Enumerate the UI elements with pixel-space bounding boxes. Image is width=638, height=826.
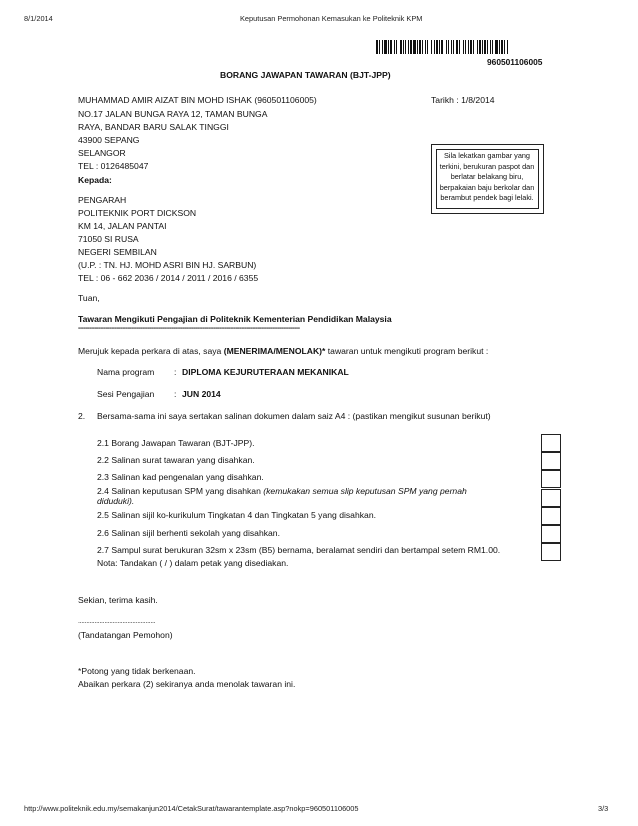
document-item: 2.5 Salinan sijil ko-kurikulum Tingkatan 4 dan Tingkatan 5 yang disahkan. bbox=[97, 510, 376, 520]
document-item: 2.1 Borang Jawapan Tawaran (BJT-JPP). bbox=[97, 438, 255, 448]
document-checkbox-2-7[interactable] bbox=[541, 543, 561, 561]
program-value: DIPLOMA KEJURUTERAAN MEKANIKAL bbox=[182, 367, 349, 377]
document-item-note-cont: diduduki). bbox=[97, 496, 135, 506]
document-item: 2.2 Salinan surat tawaran yang disahkan. bbox=[97, 455, 255, 465]
document-item bbox=[97, 486, 467, 496]
closing: Sekian, terima kasih. bbox=[78, 595, 158, 605]
recipient-line: NEGERI SEMBILAN bbox=[78, 247, 157, 257]
session-label: Sesi Pengajian bbox=[97, 389, 155, 399]
recipient-line: PENGARAH bbox=[78, 195, 127, 205]
document-checkbox-2-3[interactable] bbox=[541, 470, 561, 488]
barcode-image bbox=[376, 40, 551, 54]
footnote: Abaikan perkara (2) sekiranya anda menolak tawaran ini. bbox=[78, 679, 296, 689]
document-checkbox-2-5[interactable] bbox=[541, 507, 561, 525]
form-title: BORANG JAWAPAN TAWARAN (BJT-JPP) bbox=[220, 70, 391, 80]
kepada-label: Kepada: bbox=[78, 175, 112, 185]
print-url: http://www.politeknik.edu.my/semakanjun2014/CetakSurat/tawarantemplate.asp?nokp=960501106005 bbox=[24, 804, 359, 813]
program-label: Nama program bbox=[97, 367, 155, 377]
document-checkbox-2-2[interactable] bbox=[541, 452, 561, 470]
applicant-name: MUHAMMAD AMIR AIZAT BIN MOHD ISHAK (960501106005) bbox=[78, 95, 317, 105]
nota: Nota: Tandakan ( / ) dalam petak yang disediakan. bbox=[97, 558, 289, 568]
session-colon: : bbox=[174, 389, 177, 399]
recipient-line: 71050 SI RUSA bbox=[78, 234, 139, 244]
document-item: 2.7 Sampul surat berukuran 32sm x 23sm (B5) bernama, beralamat sendiri dan bertampal setem RM1.00. bbox=[97, 545, 501, 555]
document-item-note: (kemukakan semua slip keputusan SPM yang pernah bbox=[263, 486, 467, 496]
document-checkbox-2-4[interactable] bbox=[541, 489, 561, 507]
recipient-line: TEL : 06 - 662 2036 / 2014 / 2011 / 2016 / 6355 bbox=[78, 273, 259, 283]
point2-text: Bersama-sama ini saya sertakan salinan dokumen dalam saiz A4 : (pastikan mengikut susunan berikut) bbox=[97, 411, 491, 421]
session-value: JUN 2014 bbox=[182, 389, 221, 399]
barcode-number: 960501106005 bbox=[487, 57, 543, 67]
photo-instruction: Sila lekatkan gambar yang terkini, berukuran paspot dan berlatar belakang biru, berpakaian baju berkolar dan berambut pendek bagi lelaki. bbox=[439, 151, 535, 203]
footnote: *Potong yang tidak berkenaan. bbox=[78, 666, 196, 676]
subject-underline: ------------------------------------------------------------------------------------------------------------------------- bbox=[78, 325, 300, 332]
recipient-line: POLITEKNIK PORT DICKSON bbox=[78, 208, 197, 218]
document-item: 2.6 Salinan sijil berhenti sekolah yang disahkan. bbox=[97, 528, 280, 538]
document-checkbox-2-6[interactable] bbox=[541, 525, 561, 543]
signature-label: (Tandatangan Pemohon) bbox=[78, 630, 173, 640]
print-title: Keputusan Permohonan Kemasukan ke Politeknik KPM bbox=[240, 14, 423, 23]
signature-line: ............................................... bbox=[78, 618, 156, 625]
intro-text-end: tawaran untuk mengikuti program berikut : bbox=[325, 346, 489, 356]
document-checkbox-2-1[interactable] bbox=[541, 434, 561, 452]
program-colon: : bbox=[174, 367, 177, 377]
address-line: SELANGOR bbox=[78, 148, 126, 158]
intro-text: Merujuk kepada perkara di atas, saya bbox=[78, 346, 224, 356]
applicant-tel: TEL : 0126485047 bbox=[78, 161, 149, 171]
document-item-text: 2.4 Salinan keputusan SPM yang disahkan bbox=[97, 486, 264, 496]
address-line: RAYA, BANDAR BARU SALAK TINGGI bbox=[78, 122, 229, 132]
page-number: 3/3 bbox=[598, 804, 609, 813]
document-item: 2.3 Salinan kad pengenalan yang disahkan. bbox=[97, 472, 264, 482]
tarikh: Tarikh : 1/8/2014 bbox=[431, 95, 495, 105]
accept-reject-choice: (MENERIMA/MENOLAK)* bbox=[223, 346, 326, 356]
address-line: NO.17 JALAN BUNGA RAYA 12, TAMAN BUNGA bbox=[78, 109, 268, 119]
subject: Tawaran Mengikuti Pengajian di Politeknik Kementerian Pendidikan Malaysia bbox=[78, 314, 392, 324]
intro-paragraph bbox=[78, 346, 488, 356]
point2-number: 2. bbox=[78, 411, 86, 421]
recipient-line: KM 14, JALAN PANTAI bbox=[78, 221, 167, 231]
address-line: 43900 SEPANG bbox=[78, 135, 140, 145]
print-date: 8/1/2014 bbox=[24, 14, 53, 23]
recipient-line: (U.P. : TN. HJ. MOHD ASRI BIN HJ. SARBUN) bbox=[78, 260, 257, 270]
salutation: Tuan, bbox=[78, 293, 100, 303]
